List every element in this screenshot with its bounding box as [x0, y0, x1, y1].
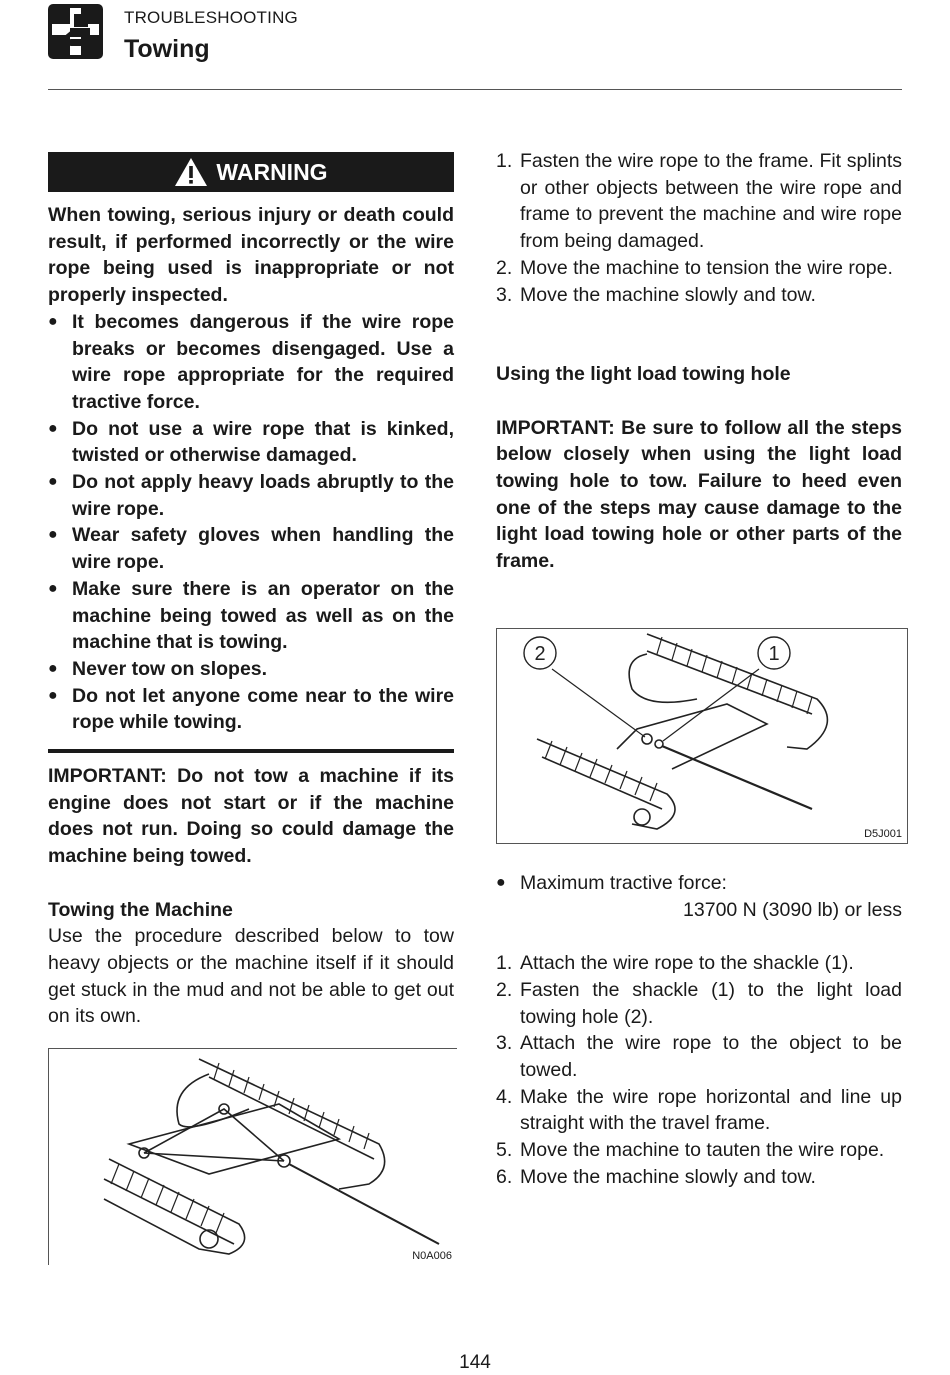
towing-figure	[48, 1048, 457, 1265]
excavator-towing-illustration	[49, 1049, 457, 1265]
light-load-step: 2. Fasten the shackle (1) to the light load towing hole (2).	[496, 978, 902, 1028]
page-title: Towing	[124, 35, 210, 63]
warning-bullet: ● It becomes dangerous if the wire rope breaks or becomes disengaged. Use a wire rope appropriate for the required tractive force.	[48, 309, 454, 416]
callout-2: 2	[534, 643, 546, 665]
troubleshooting-excavator-icon	[48, 4, 103, 59]
force-label: Maximum tractive force:	[520, 872, 727, 894]
figure-code: D5J001	[864, 828, 902, 840]
warning-banner	[48, 152, 454, 192]
towing-step: 1. Fasten the wire rope to the frame. Fit splints or other objects between the wire rope and frame to prevent the machine and wire rope from being damaged.	[496, 150, 902, 253]
important-notice: IMPORTANT: Do not tow a machine if its engine does not start or if the machine does not run. Doing so could damage the machine being towed.	[48, 765, 454, 868]
warning-bullet-list	[48, 309, 454, 736]
section-label: TROUBLESHOOTING	[124, 8, 298, 27]
warning-bullet: ● Do not use a wire rope that is kinked, twisted or otherwise damaged.	[48, 416, 454, 469]
warning-triangle-icon	[174, 157, 208, 187]
light-load-step: 3. Attach the wire rope to the object to be towed.	[496, 1032, 902, 1081]
header-divider	[48, 89, 902, 90]
light-load-procedure	[496, 870, 902, 1190]
warning-intro: When towing, serious injury or death could result, if performed incorrectly or the wire rope being used is inappropriate or not properly inspected.	[48, 204, 454, 307]
towing-machine-text: Use the procedure described below to tow heavy objects or the machine itself if it should get stuck in the mud and not be able to get out on its own.	[48, 925, 454, 1028]
left-column	[48, 152, 454, 1030]
page-number: 144	[459, 1352, 491, 1373]
right-column	[496, 148, 902, 575]
callout-1: 1	[768, 643, 780, 665]
force-bullet-list	[496, 870, 902, 923]
figure-code: N0A006	[412, 1250, 452, 1262]
light-load-step: 1. Attach the wire rope to the shackle (1).	[496, 952, 854, 975]
light-load-heading: Using the light load towing hole	[496, 363, 791, 386]
light-load-important: IMPORTANT: Be sure to follow all the steps below closely when using the light load towing hole to tow. Failure to heed even one of the steps may cause damage to the light load towing hole or other parts of the frame.	[496, 416, 902, 573]
warning-label: WARNING	[216, 158, 328, 185]
warning-bullet: ● Do not let anyone come near to the wire rope while towing.	[48, 683, 454, 736]
towing-steps-list	[496, 148, 902, 308]
towing-step: 2. Move the machine to tension the wire rope.	[496, 256, 893, 279]
warning-bullet: ● Make sure there is an operator on the machine being towed as well as on the machine that is towing.	[48, 576, 454, 656]
towing-machine-heading: Towing the Machine	[48, 898, 233, 921]
light-load-hole-illustration	[497, 629, 907, 843]
force-bullet	[496, 870, 902, 923]
light-load-step: 6. Move the machine slowly and tow.	[496, 1165, 816, 1188]
warning-end-rule	[48, 749, 454, 753]
warning-bullet: ● Do not apply heavy loads abruptly to the wire rope.	[48, 469, 454, 522]
towing-step: 3. Move the machine slowly and tow.	[496, 283, 816, 306]
light-load-step: 5. Move the machine to tauten the wire rope.	[496, 1139, 885, 1162]
light-load-steps-list	[496, 950, 902, 1190]
force-value: 13700 N (3090 lb) or less	[683, 898, 902, 921]
light-load-step: 4. Make the wire rope horizontal and line up straight with the travel frame.	[496, 1085, 902, 1135]
warning-bullet: ● Never tow on slopes.	[48, 656, 454, 683]
light-load-figure	[496, 628, 908, 844]
warning-bullet: ● Wear safety gloves when handling the wire rope.	[48, 522, 454, 575]
